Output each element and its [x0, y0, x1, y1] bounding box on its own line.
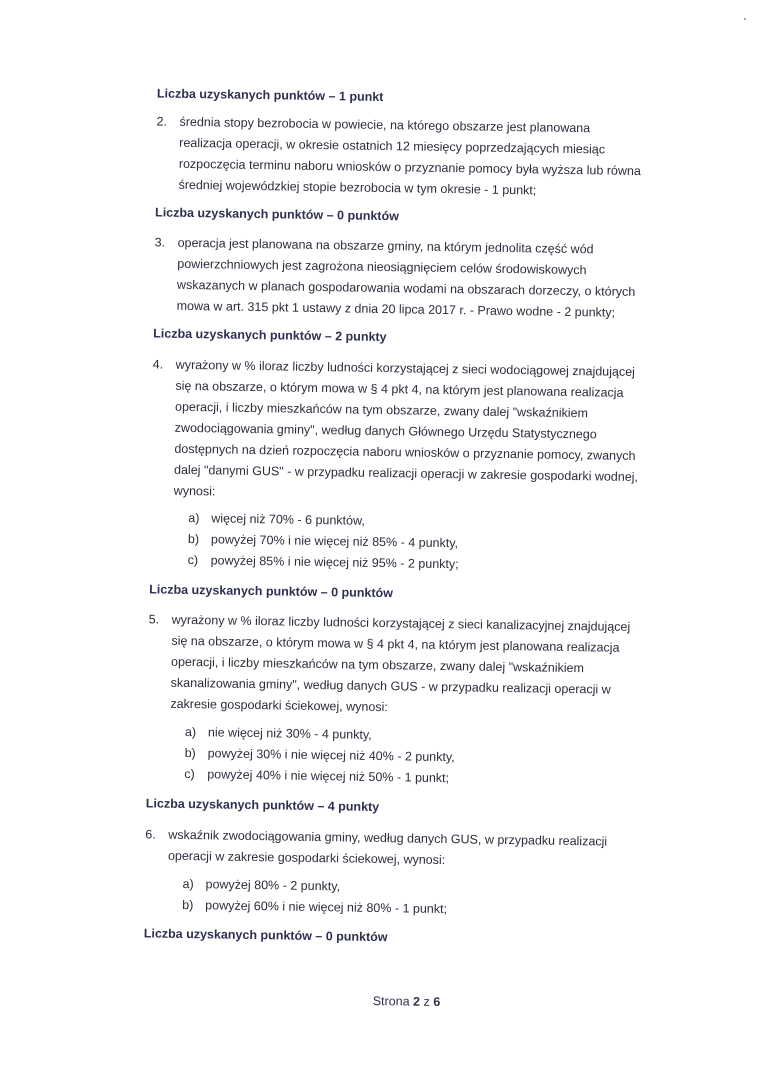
item-number: 6.	[145, 827, 156, 842]
subitem-label: c)	[184, 766, 195, 782]
item-text-line: skanalizowania gminy", według danych GUS - w przypadku realizacji operacji w	[170, 675, 611, 697]
subitem-text: powyżej 70% i nie więcej niż 85% - 4 punkty,	[210, 532, 459, 551]
item-text-line: mowa w art. 315 pkt 1 ustawy z dnia 20 lipca 2017 r. - Prawo wodne - 2 punkty;	[176, 298, 616, 320]
item-text-line: wyrażony w % iloraz liczby ludności korzystającej z sieci wodociągowej znajdującej	[175, 357, 636, 379]
subitem-label: c)	[187, 552, 199, 568]
item-text-line: się na obszarze, o którym mowa w § 4 pkt 4, na którym jest planowana realizacja	[175, 378, 624, 400]
score-line: Liczba uzyskanych punktów – 0 punktów	[143, 926, 388, 945]
item-text-line: się na obszarze, o którym mowa w § 4 pkt 4, na którym jest planowana realizacja	[171, 633, 620, 655]
item-text-line: operacja jest planowana na obszarze gminy, na którym jednolita część wód	[177, 235, 594, 257]
score-line: Liczba uzyskanych punktów – 0 punktów	[149, 582, 394, 601]
subitem-text: powyżej 60% i nie więcej niż 80% - 1 punkt;	[205, 898, 448, 917]
item-number: 2.	[156, 114, 168, 129]
subitem-label: b)	[182, 897, 194, 913]
item-text-line: wyrażony w % iloraz liczby ludności korzystającej z sieci kanalizacyjnej znajdującej	[171, 612, 631, 634]
subitem-text: nie więcej niż 30% - 4 punkty,	[207, 725, 372, 742]
item-number: 5.	[148, 612, 160, 627]
item-text-line: dalej "danymi GUS" - w przypadku realizacji operacji w zakresie gospodarki wodnej,	[173, 462, 639, 485]
item-text-line: operacji, i liczby mieszkańców na tym obszarze, zwany dalej "wskaźnikiem	[174, 399, 589, 421]
item-text-line: realizacja operacji, w okresie ostatnich 12 miesięcy poprzedzających miesiąc	[179, 135, 606, 157]
item-text-line: wynosi:	[173, 483, 216, 499]
score-line: Liczba uzyskanych punktów – 0 punktów	[155, 205, 399, 224]
item-number: 4.	[152, 357, 164, 372]
item-text-line: dostępnych na dzień rozpoczęcia naboru wniosków o przyznanie pomocy, zwanych	[174, 441, 636, 464]
score-line: Liczba uzyskanych punktów – 1 punkt	[156, 86, 384, 104]
footer-page-total: 6	[433, 994, 441, 1010]
score-line: Liczba uzyskanych punktów – 4 punkty	[145, 796, 380, 815]
subitem-label: b)	[187, 531, 200, 547]
item-text-line: średnia stopy bezrobocia w powiecie, na którego obszarze jest planowana	[179, 114, 591, 136]
page-footer	[373, 994, 441, 1009]
subitem-text: więcej niż 70% - 6 punktów,	[211, 511, 365, 528]
subitem-text: powyżej 85% i nie więcej niż 95% - 2 punkty;	[210, 553, 459, 572]
item-text-line: zakresie gospodarki ściekowej, wynosi:	[170, 696, 388, 715]
subitem-text: powyżej 80% - 2 punkty,	[205, 877, 341, 894]
subitem-label: a)	[188, 510, 200, 526]
score-line: Liczba uzyskanych punktów – 2 punkty	[153, 326, 387, 345]
item-text-line: rozpoczęcia terminu naboru wniosków o przyznanie pomocy była wyższa lub równa	[178, 156, 641, 179]
subitem-label: b)	[184, 745, 196, 761]
item-text-line: wskazanych w planach gospodarowania wodami na obszarach dorzeczy, o których	[176, 277, 636, 299]
footer-separator: z	[423, 994, 430, 1009]
footer-page-number: 2	[412, 994, 421, 1009]
subitem-label: a)	[184, 724, 197, 740]
item-number: 3.	[154, 235, 166, 250]
subitem-text: powyżej 30% i nie więcej niż 40% - 2 punkty,	[207, 746, 455, 765]
item-text-line: powierzchniowych jest zagrożona nieosiągnięciem celów środowiskowych	[177, 256, 587, 278]
item-text-line: operacji w zakresie gospodarki ściekowej, wynosi:	[167, 848, 446, 868]
item-text-line: wskaźnik zwodociągowania gminy, według danych GUS, w przypadku realizacji	[168, 827, 608, 849]
footer-prefix: Strona	[372, 993, 410, 1009]
subitem-label: a)	[182, 876, 194, 892]
item-text-line: operacji, i liczby mieszkańców na tym obszarze, zwany dalej "wskaźnikiem	[170, 654, 585, 676]
item-text-line: zwodociągowania gminy", według danych Głównego Urzędu Statystycznego	[174, 420, 597, 442]
item-text-line: średniej wojewódzkiej stopie bezrobocia w tym okresie - 1 punkt;	[178, 177, 537, 198]
subitem-text: powyżej 40% i nie więcej niż 50% - 1 punkt;	[207, 767, 450, 786]
